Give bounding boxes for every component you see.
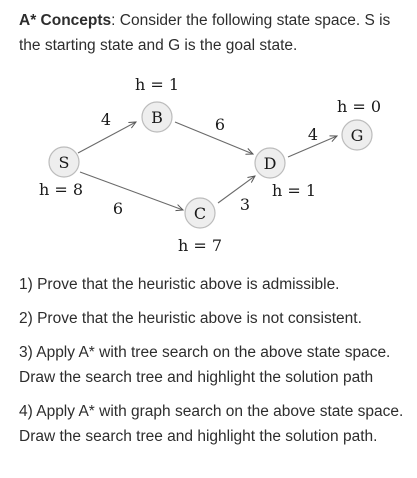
edge-s-c [80,172,183,210]
node-d-label: D [263,154,277,173]
intro-text: : Consider the following state space. S is the starting state and G is the goal state. [19,12,391,54]
node-d-heuristic: h = 1 [271,181,317,200]
edge-cost-d-g: 4 [307,125,319,144]
edge-cost-s-c: 6 [112,199,124,218]
question-list [19,272,409,458]
edge-cost-b-d: 6 [214,115,226,134]
question-item: 1) Prove that the heuristic above is admissible. [19,276,340,293]
node-s-heuristic: h = 8 [38,180,84,199]
edge-cost-s-b: 4 [100,110,112,129]
intro-paragraph [19,8,409,58]
node-b-label: B [151,108,163,127]
node-s-label: S [58,153,70,172]
intro-heading: A* Concepts [19,12,112,29]
node-b-heuristic: h = 1 [134,75,180,94]
state-space-graph [0,62,417,262]
node-c-label: C [193,204,207,223]
question-item: 2) Prove that the heuristic above is not consistent. [19,310,362,327]
node-g-label: G [350,126,364,145]
node-g-heuristic: h = 0 [336,97,382,116]
edge-cost-c-d: 3 [239,195,251,214]
question-item: 3) Apply A* with tree search on the above state space. Draw the search tree and highlight the solution path [19,344,391,386]
node-c-heuristic: h = 7 [177,236,223,255]
question-item: 4) Apply A* with graph search on the above state space. Draw the search tree and highlight the solution path. [19,403,404,445]
